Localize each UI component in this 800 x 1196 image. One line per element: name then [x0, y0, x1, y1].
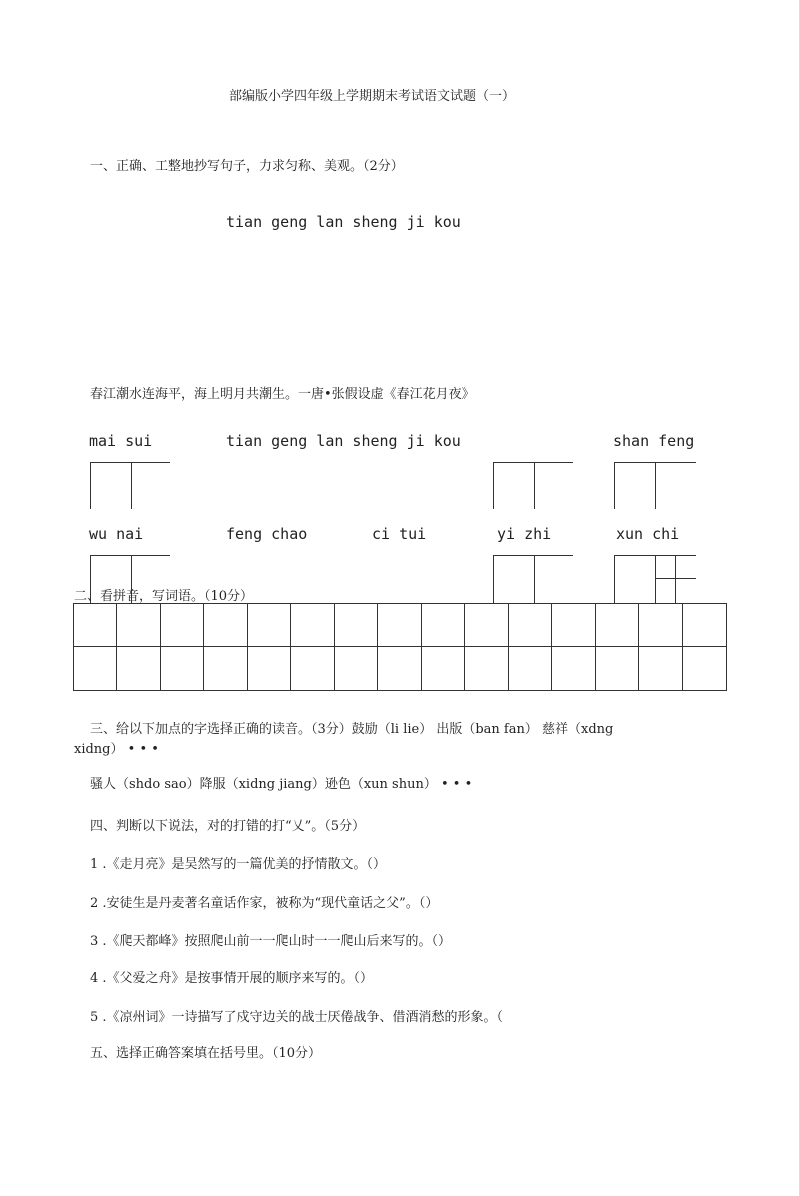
- section3-line2: 骚人（shdo sao）降服（xidng jiang）逊色（xun shun） • • •: [90, 777, 473, 792]
- grid-cell[interactable]: [291, 604, 334, 647]
- section4-item-3: 3 .《爬天都峰》按照爬山前一一爬山时一一爬山后来写的。（）: [90, 934, 452, 949]
- section4-item-2: 2 .安徒生是丹麦著名童话作家，被称为“现代童话之父”。（）: [90, 896, 439, 911]
- grid-cell[interactable]: [465, 604, 508, 647]
- grid-cell[interactable]: [639, 647, 682, 690]
- section1-heading: 一、正确、工整地抄写句子，力求匀称、美观。（2分）: [90, 159, 404, 174]
- grid-cell[interactable]: [552, 604, 595, 647]
- box-line: [655, 462, 656, 509]
- grid-cell[interactable]: [74, 647, 117, 690]
- pinyin-ci-tui: ci tui: [372, 525, 427, 543]
- section4-heading: 四、判断以下说法，对的打错的打“乂”。（5分）: [90, 819, 366, 834]
- grid-cell[interactable]: [378, 647, 421, 690]
- grid-cell[interactable]: [596, 647, 639, 690]
- section4-item-5: 5 .《凉州词》一诗描写了戍守边关的战士厌倦战争、借酒消愁的形象。（: [90, 1010, 504, 1025]
- pinyin-tian-geng: tian geng lan sheng ji kou: [226, 432, 461, 450]
- section4-item-1: 1 .《走月亮》是吴然写的一篇优美的抒情散文。（）: [90, 857, 387, 872]
- grid-cell[interactable]: [683, 604, 726, 647]
- grid-cell[interactable]: [204, 604, 247, 647]
- pinyin-wu-nai: wu nai: [89, 525, 144, 543]
- grid-cell[interactable]: [596, 604, 639, 647]
- box-line: [614, 462, 615, 509]
- section1-sentence: 春江潮水连海平，海上明月共潮生。一唐•张假设虚《春江花月夜》: [90, 387, 475, 402]
- grid-cell[interactable]: [117, 647, 160, 690]
- box-line: [493, 555, 573, 556]
- box-line: [534, 462, 535, 509]
- box-line: [131, 462, 132, 509]
- grid-cell[interactable]: [74, 604, 117, 647]
- grid-cell[interactable]: [552, 647, 595, 690]
- grid-cell[interactable]: [161, 647, 204, 690]
- box-line: [675, 555, 676, 603]
- grid-cell[interactable]: [683, 647, 726, 690]
- grid-cell[interactable]: [291, 647, 334, 690]
- grid-cell[interactable]: [639, 604, 682, 647]
- section3-line1-cont: xidng） • • •: [74, 742, 159, 757]
- grid-cell[interactable]: [465, 647, 508, 690]
- grid-cell[interactable]: [335, 647, 378, 690]
- section1-pinyin: tian geng lan sheng ji kou: [226, 213, 461, 231]
- grid-cell[interactable]: [248, 604, 291, 647]
- grid-cell[interactable]: [248, 647, 291, 690]
- grid-cell[interactable]: [422, 647, 465, 690]
- pinyin-mai-sui: mai sui: [89, 432, 153, 450]
- box-line: [493, 462, 494, 509]
- grid-cell[interactable]: [378, 604, 421, 647]
- grid-cell[interactable]: [204, 647, 247, 690]
- box-line: [493, 555, 494, 603]
- section4-item-4: 4 .《父爱之舟》是按事情开展的顺序来写的。（）: [90, 971, 374, 986]
- grid-cell[interactable]: [161, 604, 204, 647]
- pinyin-shan-feng: shan feng: [613, 432, 695, 450]
- box-line: [493, 462, 573, 463]
- section5-heading: 五、选择正确答案填在括号里。（10分）: [90, 1046, 322, 1061]
- box-line: [90, 462, 91, 509]
- box-line: [534, 555, 535, 603]
- grid-cell[interactable]: [335, 604, 378, 647]
- box-line: [90, 555, 170, 556]
- grid-cell[interactable]: [117, 604, 160, 647]
- box-line: [90, 462, 170, 463]
- grid-cell[interactable]: [422, 604, 465, 647]
- box-line: [655, 555, 656, 603]
- pinyin-xun-chi: xun chi: [616, 525, 680, 543]
- section3-line1: 三、给以下加点的字选择正确的读音。（3分）鼓励（li lie） 出版（ban fan） 慈祥（xdng: [90, 722, 614, 737]
- box-line: [614, 555, 615, 603]
- pinyin-yi-zhi: yi zhi: [497, 525, 552, 543]
- grid-cell[interactable]: [509, 604, 552, 647]
- document-title: 部编版小学四年级上学期期末考试语文试题（一）: [229, 89, 516, 104]
- answer-grid[interactable]: [73, 603, 727, 691]
- grid-cell[interactable]: [509, 647, 552, 690]
- pinyin-feng-chao: feng chao: [226, 525, 308, 543]
- section2-heading: 二、看拼音，写词语。（10分）: [74, 589, 254, 604]
